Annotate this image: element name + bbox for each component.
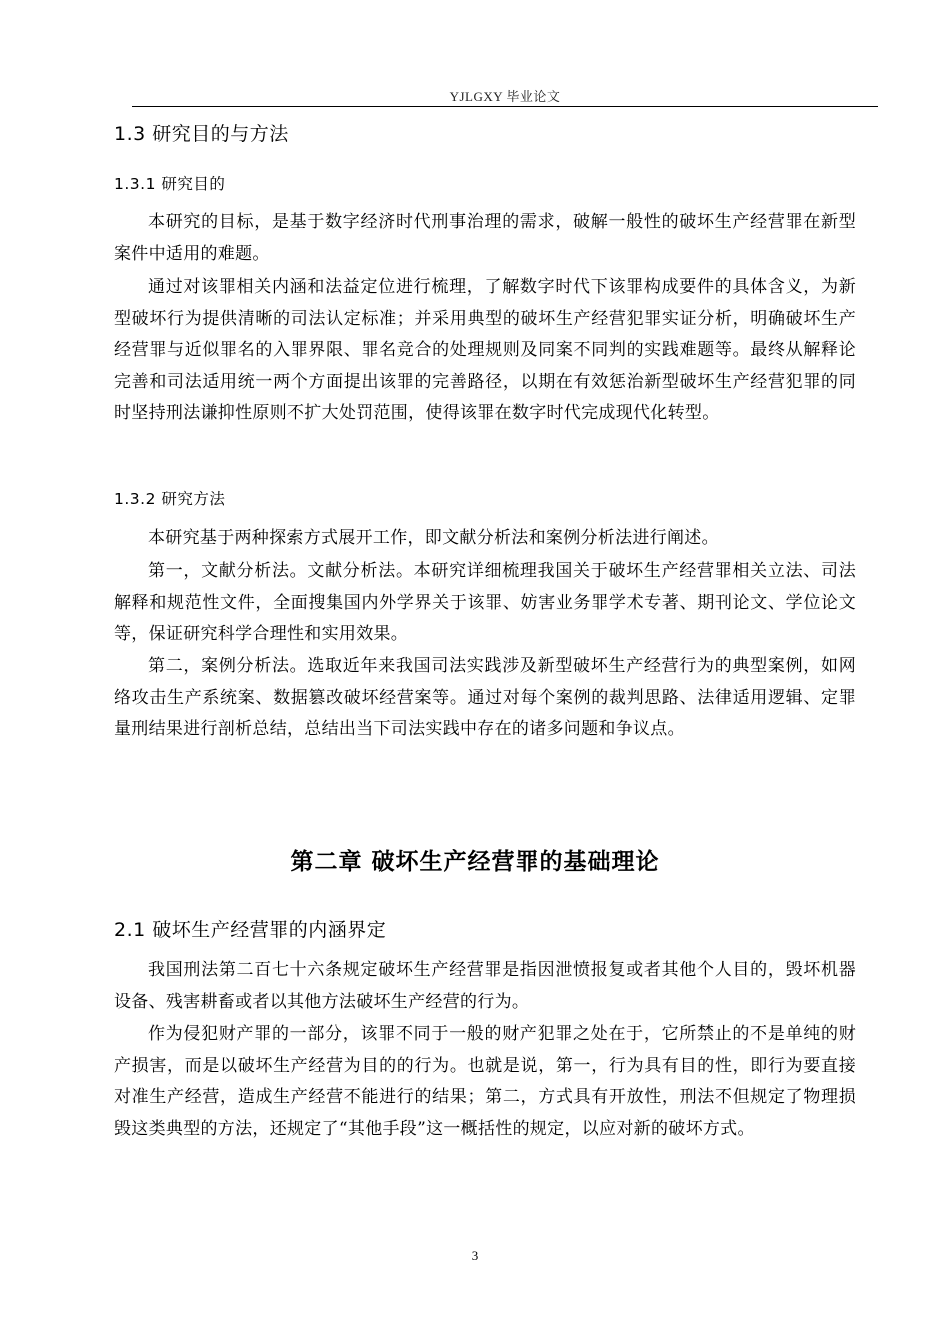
- page-number: 3: [471, 1248, 479, 1263]
- paragraph: 第一，文献分析法。文献分析法。本研究详细梳理我国关于破坏生产经营罪相关立法、司法解释和规范性文件，全面搜集国内外学界关于该罪、妨害业务罪学术专著、期刊论文、学位论文等，保证研究科学合理性和实用效果。: [114, 561, 856, 644]
- chapter-title: 第二章 破坏生产经营罪的基础理论: [290, 849, 660, 875]
- paragraph: 本研究的目标，是基于数字经济时代刑事治理的需求，破解一般性的破坏生产经营罪在新型案件中适用的难题。: [114, 212, 856, 264]
- section-heading-1-3: 1.3 研究目的与方法: [114, 123, 289, 145]
- paragraph: 第二，案例分析法。选取近年来我国司法实践涉及新型破坏生产经营行为的典型案例，如网络攻击生产系统案、数据篡改破坏经营案等。通过对每个案例的裁判思路、法律适用逻辑、定罪量刑结果进行剖析总结，总结出当下司法实践中存在的诸多问题和争议点。: [114, 656, 856, 739]
- paragraph: 我国刑法第二百七十六条规定破坏生产经营罪是指因泄愤报复或者其他个人目的，毁坏机器设备、残害耕畜或者以其他方法破坏生产经营的行为。: [114, 960, 856, 1012]
- section-heading-2-1: 2.1 破坏生产经营罪的内涵界定: [114, 919, 387, 941]
- subsection-heading-1-3-2: 1.3.2 研究方法: [114, 490, 226, 508]
- paragraph: 本研究基于两种探索方式展开工作，即文献分析法和案例分析法进行阐述。: [148, 528, 719, 548]
- running-header: YJLGXY 毕业论文: [449, 89, 561, 104]
- subsection-heading-1-3-1: 1.3.1 研究目的: [114, 175, 226, 193]
- header-rule: [132, 106, 878, 107]
- paragraph: 通过对该罪相关内涵和法益定位进行梳理，了解数字时代下该罪构成要件的具体含义，为新型破坏行为提供清晰的司法认定标准；并采用典型的破坏生产经营犯罪实证分析，明确破坏生产经营罪与近似罪名的入罪界限、罪名竞合的处理规则及同案不同判的实践难题等。最终从解释论完善和司法适用统一两个方面提出该罪的完善路径，以期在有效惩治新型破坏生产经营犯罪的同时坚持刑法谦抑性原则不扩大处罚范围，使得该罪在数字时代完成现代化转型。: [114, 277, 856, 423]
- paragraph: 作为侵犯财产罪的一部分，该罪不同于一般的财产犯罪之处在于，它所禁止的不是单纯的财产损害，而是以破坏生产经营为目的的行为。也就是说，第一，行为具有目的性，即行为要直接对准生产经营，造成生产经营不能进行的结果；第二，方式具有开放性，刑法不但规定了物理损毁这类典型的方法，还规定了“其他手段”这一概括性的规定，以应对新的破坏方式。: [114, 1024, 856, 1139]
